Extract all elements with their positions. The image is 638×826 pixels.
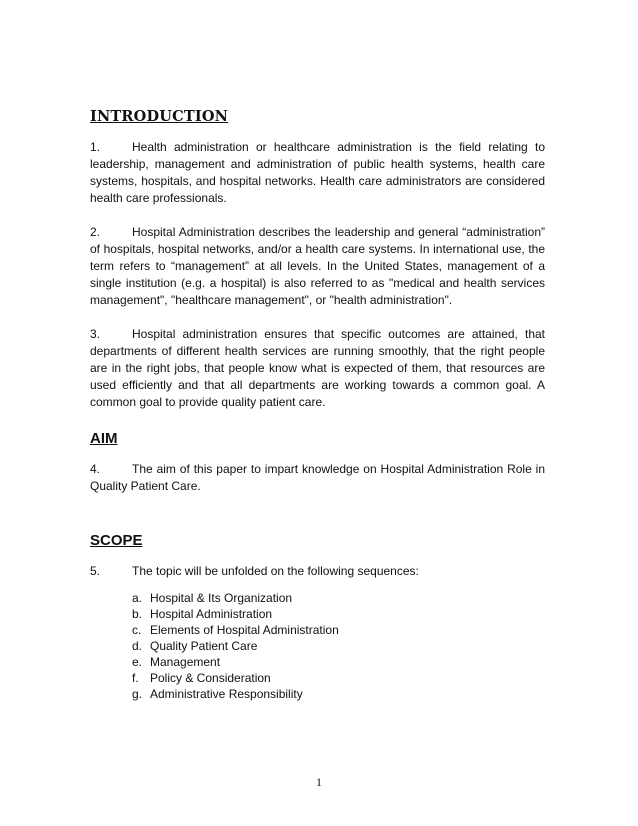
list-item	[132, 670, 545, 686]
list-item-text: Elements of Hospital Administration	[150, 623, 339, 637]
paragraph-4	[90, 461, 545, 495]
scope-intro	[90, 563, 545, 580]
paragraph-number: 1.	[90, 140, 101, 154]
paragraph-number: 3.	[90, 327, 101, 341]
list-item	[132, 638, 545, 654]
page-number: 1	[316, 775, 322, 789]
list-item-letter: d.	[132, 639, 143, 653]
list-item-text: Policy & Consideration	[150, 671, 271, 685]
paragraph-number: 2.	[90, 225, 101, 239]
paragraph-text: Hospital administration ensures that specific outcomes are attained, that departments of different health services are running smoothly, that the right people are in the right jobs, that people know what is expected of them, that resources are used efficiently and that all departments are working towards a common goal. A common goal to provide quality patient care.	[90, 327, 545, 409]
list-item-letter: a.	[132, 591, 143, 605]
list-item-text: Hospital Administration	[150, 607, 273, 621]
introduction-heading: INTRODUCTION	[90, 108, 229, 125]
paragraph-number: 4.	[90, 462, 101, 476]
paragraph-text: Health administration or healthcare administration is the field relating to leadership, management and administration of public health systems, health care systems, hospitals, and hospital networks. Health care administrators are considered health care professionals.	[90, 140, 545, 205]
paragraph-text: The aim of this paper to impart knowledge on Hospital Administration Role in Quality Patient Care.	[90, 462, 545, 493]
paragraph-1	[90, 139, 545, 207]
paragraph-2	[90, 224, 545, 309]
list-item-text: Hospital & Its Organization	[150, 591, 293, 605]
list-item-text: Management	[150, 655, 221, 669]
list-item-letter: f.	[132, 671, 139, 685]
paragraph-number: 5.	[90, 564, 101, 578]
paragraph-3	[90, 326, 545, 411]
list-item	[132, 590, 545, 606]
list-item	[132, 606, 545, 622]
list-item	[132, 622, 545, 638]
list-item-letter: e.	[132, 655, 143, 669]
list-item-letter: c.	[132, 623, 142, 637]
scope-heading: SCOPE	[90, 532, 143, 549]
list-item-letter: b.	[132, 607, 143, 621]
spacer	[90, 512, 545, 532]
list-item-text: Quality Patient Care	[150, 639, 258, 653]
list-item-text: Administrative Responsibility	[150, 687, 303, 701]
paragraph-text: Hospital Administration describes the leadership and general “administration” of hospitals, hospital networks, and/or a health care systems. In international use, the term refers to “management” at all levels. In the United States, management of a single institution (e.g. a hospital) is also referred to as "medical and health services management", "healthcare management", or "health administration".	[90, 225, 545, 307]
list-item-letter: g.	[132, 687, 143, 701]
list-item	[132, 654, 545, 670]
document-body	[90, 108, 545, 702]
scope-intro-text: The topic will be unfolded on the following sequences:	[132, 564, 419, 578]
sequence-list	[90, 590, 545, 702]
aim-heading: AIM	[90, 430, 118, 447]
list-item	[132, 686, 545, 702]
